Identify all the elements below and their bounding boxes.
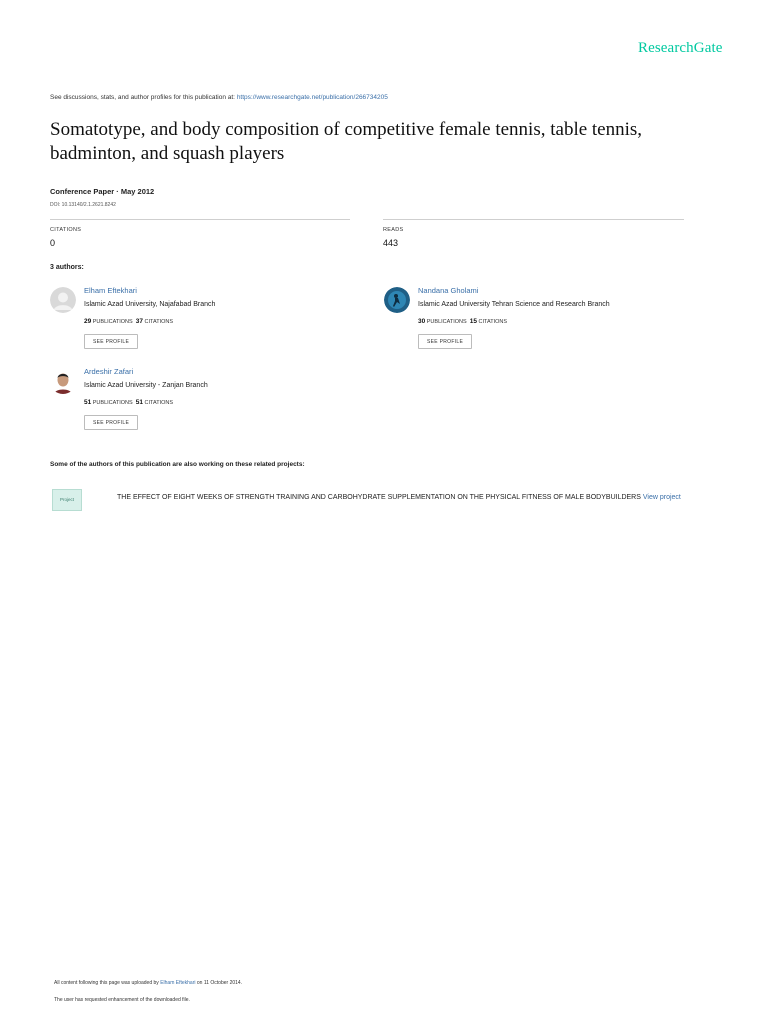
publications-label: PUBLICATIONS (92, 319, 133, 325)
related-projects-heading: Some of the authors of this publication are also working on these related projects: (50, 461, 305, 468)
project-title: THE EFFECT OF EIGHT WEEKS OF STRENGTH TRAINING AND CARBOHYDRATE SUPPLEMENTATION ON THE PHYSICAL FITNESS OF MALE BODYBUILDERS (117, 494, 641, 501)
author-photo-icon[interactable] (50, 368, 76, 394)
reads-label: READS (383, 227, 404, 233)
avatar-placeholder-icon[interactable] (50, 287, 76, 313)
author-stats (84, 399, 173, 406)
upload-date: on 11 October 2014. (196, 980, 243, 986)
paper-title-line-2: badminton, and squash players (50, 143, 285, 164)
author-name-link[interactable]: Nandana Gholami (418, 286, 479, 295)
citations-label: CITATIONS (478, 319, 508, 325)
citations-count: 37 (135, 318, 143, 325)
citations-count: 51 (135, 399, 143, 406)
author-affiliation: Islamic Azad University - Zanjan Branch (84, 382, 208, 389)
discussion-prefix: See discussions, stats, and author profiles for this publication at: (50, 94, 235, 101)
author-name-link[interactable]: Elham Eftekhari (84, 286, 137, 295)
citations-value: 0 (50, 238, 56, 248)
citations-count: 15 (469, 318, 477, 325)
see-profile-button[interactable]: SEE PROFILE (84, 415, 138, 430)
author-stats (418, 318, 507, 325)
discussion-line (50, 94, 388, 101)
author-affiliation: Islamic Azad University, Najafabad Branch (84, 301, 216, 308)
reads-value: 443 (383, 238, 399, 248)
publications-label: PUBLICATIONS (426, 319, 467, 325)
citations-label: CITATIONS (50, 227, 82, 233)
paper-title (50, 118, 730, 166)
publication-url-link[interactable]: https://www.researchgate.net/publication/266734205 (236, 94, 388, 101)
paper-doi: DOI: 10.13140/2.1.2621.8242 (50, 202, 116, 208)
publications-label: PUBLICATIONS (92, 400, 133, 406)
see-profile-button[interactable]: SEE PROFILE (418, 334, 472, 349)
reads-divider (383, 219, 684, 220)
related-project (117, 494, 681, 501)
view-project-link[interactable]: View project (642, 494, 681, 501)
citations-label: CITATIONS (144, 319, 174, 325)
publications-count: 29 (84, 318, 92, 325)
authors-heading: 3 authors: (50, 264, 84, 271)
see-profile-button[interactable]: SEE PROFILE (84, 334, 138, 349)
author-name-link[interactable]: Ardeshir Zafari (84, 367, 134, 376)
upload-note (54, 980, 242, 986)
citations-label: CITATIONS (144, 400, 174, 406)
publications-count: 30 (418, 318, 426, 325)
paper-type: Conference Paper · May 2012 (50, 187, 155, 196)
author-photo-icon[interactable] (384, 287, 410, 313)
paper-title-line-1: Somatotype, and body composition of competitive female tennis, table tennis, (50, 119, 643, 140)
author-affiliation: Islamic Azad University Tehran Science and Research Branch (418, 301, 610, 308)
project-icon: Project (52, 489, 82, 511)
researchgate-logo[interactable]: ResearchGate (638, 40, 723, 56)
uploader-link[interactable]: Elham Eftekhari (160, 980, 196, 986)
publications-count: 51 (84, 399, 92, 406)
upload-prefix: All content following this page was uploaded by (54, 980, 159, 986)
author-stats (84, 318, 173, 325)
citations-divider (50, 219, 350, 220)
enhancement-note: The user has requested enhancement of the downloaded file. (54, 997, 190, 1003)
